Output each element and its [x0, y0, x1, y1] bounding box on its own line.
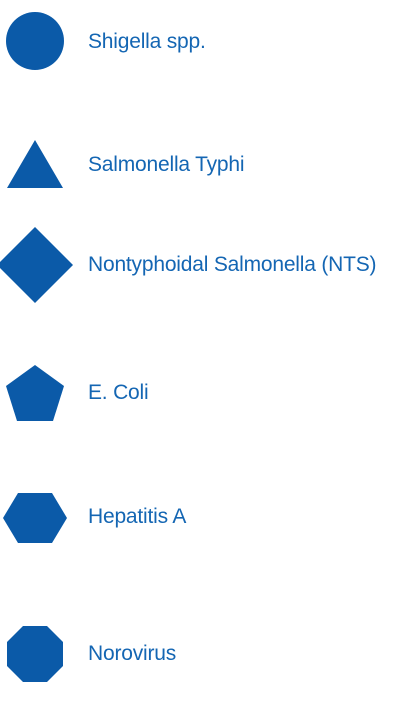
legend-label-salmonella-typhi: Salmonella Typhi [88, 153, 245, 176]
legend-label-norovirus: Norovirus [88, 642, 177, 665]
octagon-icon [0, 617, 70, 687]
legend-item-salmonella-typhi [0, 130, 407, 200]
legend-item-e-coli [0, 359, 407, 429]
legend-item-hepatitis-a [0, 482, 407, 552]
triangle-icon [0, 130, 70, 200]
hexagon-icon [0, 482, 70, 552]
circle-icon [0, 7, 70, 77]
legend-item-shigella [0, 7, 407, 77]
legend-label-shigella: Shigella spp. [88, 30, 206, 53]
legend-label-e-coli: E. Coli [88, 381, 149, 404]
pentagon-icon [0, 359, 70, 429]
legend-label-nts: Nontyphoidal Salmonella (NTS) [88, 253, 377, 276]
diamond-icon [0, 225, 75, 305]
legend-item-nts [0, 229, 407, 299]
legend-label-hepatitis-a: Hepatitis A [88, 505, 187, 528]
legend-item-norovirus [0, 617, 407, 687]
